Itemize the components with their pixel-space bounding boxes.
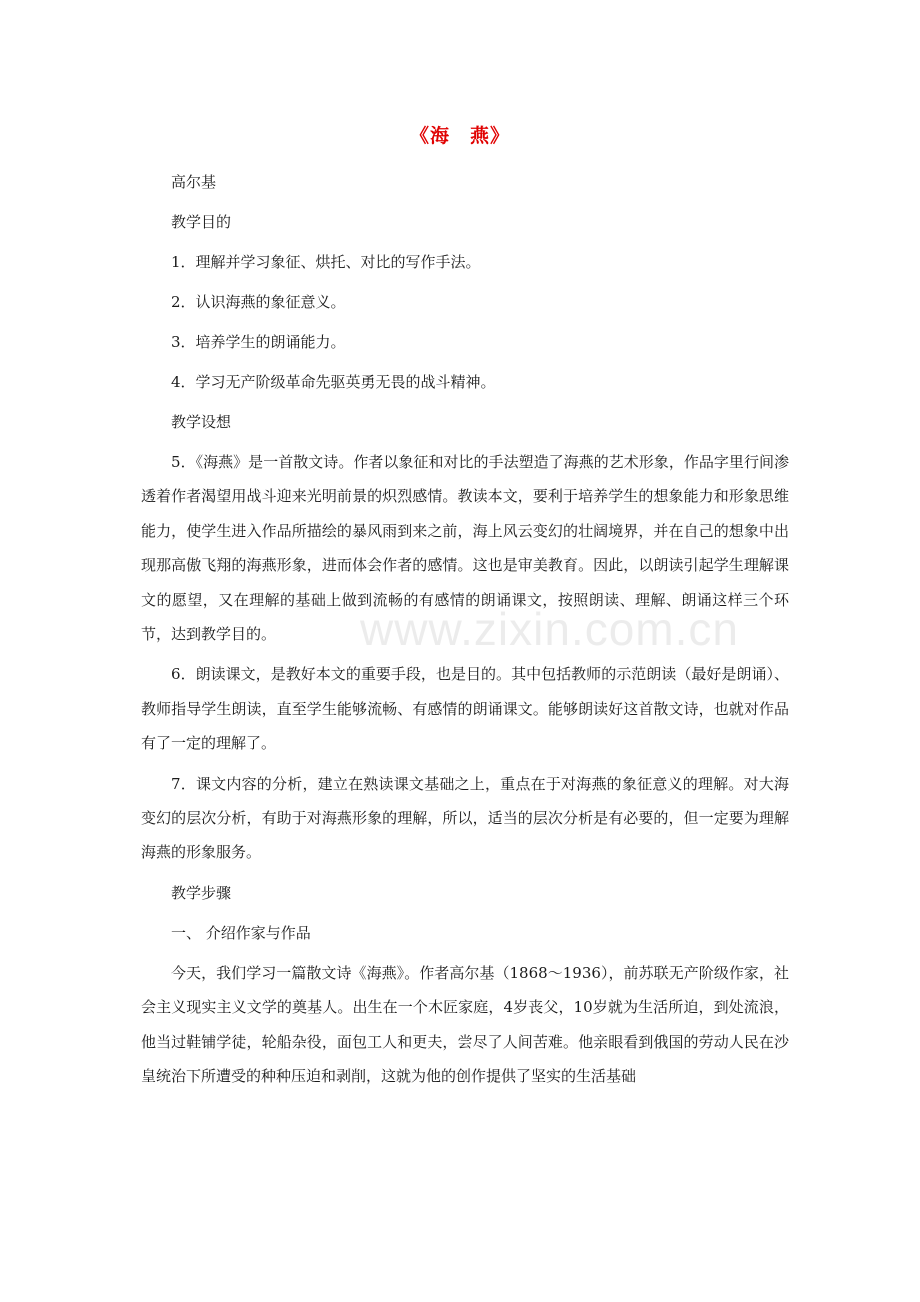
section-heading-steps: 教学步骤 (171, 883, 232, 902)
step-paragraph: 今天，我们学习一篇散文诗《海燕》。作者高尔基（1868～1936），前苏联无产阶级作家，社会主义现实主义文学的奠基人。出生在一个木匠家庭，4岁丧父，10岁就为生活所迫，到处流浪，他当过鞋铺学徒，轮船杂役，面包工人和更夫，尝尽了人间苦难。他亲眼看到俄国的劳动人民在沙皇统治下所遭受的种种压迫和剥削，这就为他的创作提供了坚实的生活基础 (141, 963, 789, 1086)
objective-item: 4．学习无产阶级革命先驱英勇无畏的战斗精神。 (171, 373, 496, 391)
objective-item: 2．认识海燕的象征意义。 (171, 293, 346, 311)
design-paragraph: 6．朗读课文，是教好本文的重要手段，也是目的。其中包括教师的示范朗读（最好是朗诵）、教师指导学生朗读，直至学生能够流畅、有感情的朗诵课文。能够朗读好这首散文诗，也就对作品有了一定的理解了。 (141, 665, 789, 753)
document-title: 《海 燕》 (409, 125, 510, 147)
design-paragraph: 5．《海燕》是一首散文诗。作者以象征和对比的手法塑造了海燕的艺术形象，作品字里行间渗透着作者渴望用战斗迎来光明前景的炽烈感情。教读本文，要利于培养学生的想象能力和形象思维能力，使学生进入作品所描绘的暴风雨到来之前，海上风云变幻的壮阔境界，并在自己的想象中出现那高傲飞翔的海燕形象，进而体会作者的感情。这也是审美教育。因此，以朗读引起学生理解课文的愿望，又在理解的基础上做到流畅的有感情的朗诵课文，按照朗读、理解、朗诵这样三个环节，达到教学目的。 (141, 453, 789, 644)
section-heading-objectives: 教学目的 (171, 213, 232, 231)
step-heading: 一、 介绍作家与作品 (171, 923, 311, 942)
watermark: www.zixin.com.cn (360, 603, 739, 655)
design-paragraph: 7．课文内容的分析，建立在熟读课文基础之上，重点在于对海燕的象征意义的理解。对大海变幻的层次分析，有助于对海燕形象的理解，所以，适当的层次分析是有必要的，但一定要为理解海燕的形象服务。 (141, 774, 789, 862)
objective-item: 3．培养学生的朗诵能力。 (171, 333, 346, 351)
author-line: 高尔基 (171, 173, 217, 191)
objective-item: 1．理解并学习象征、烘托、对比的写作手法。 (171, 253, 481, 271)
section-heading-design: 教学设想 (171, 413, 232, 431)
document-body (141, 165, 789, 1100)
